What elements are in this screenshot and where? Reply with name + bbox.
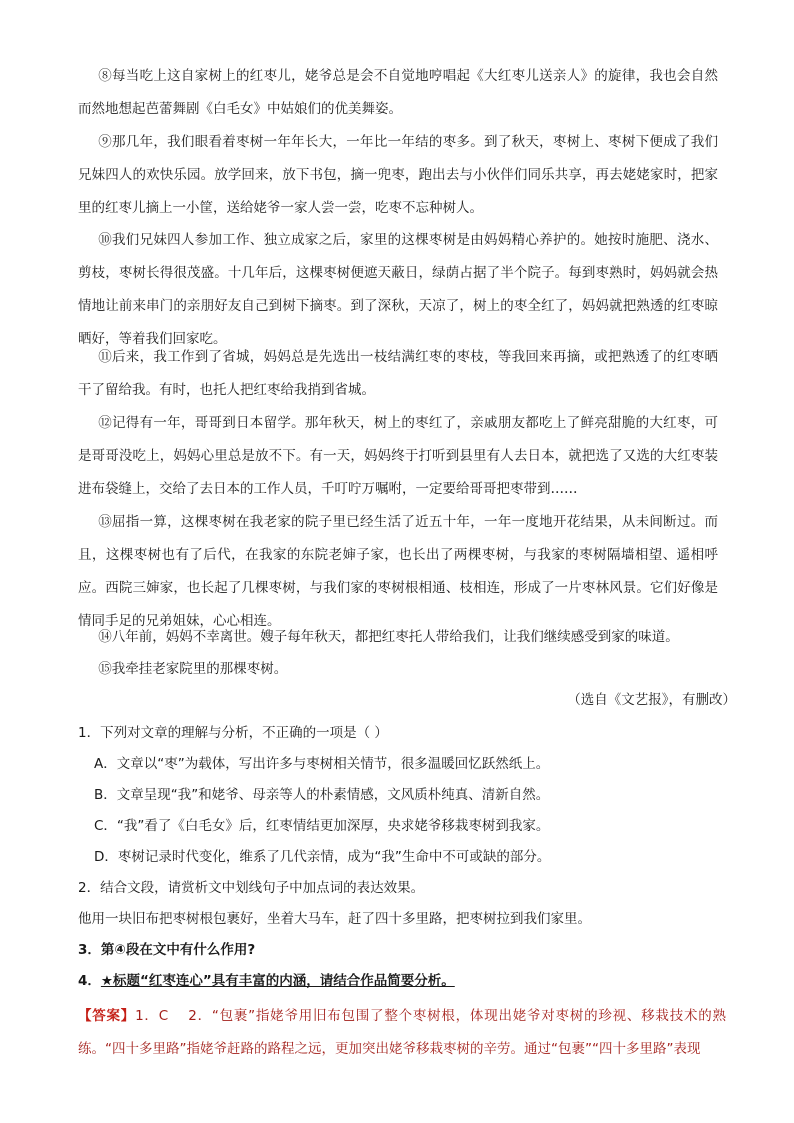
- option-c: C．“我”看了《白毛女》后，红枣情结更加深厚，央求姥爷移栽枣树到我家。: [94, 818, 550, 834]
- question-2: 2．结合文段，请赏析文中划线句子中加点词的表达效果。: [78, 880, 425, 896]
- question-2-quote: 他用一块旧布把枣树根包裹好，坐着大马车，赶了四十多里路，把枣树拉到我们家里。: [78, 911, 591, 927]
- option-b: B．文章呈现“我”和姥爷、母亲等人的朴素情感，文风质朴纯真、清新自然。: [94, 787, 550, 803]
- source-citation: （选自《文艺报》，有删改）: [567, 692, 736, 708]
- question-1: 1．下列对文章的理解与分析，不正确的一项是（ ）: [78, 725, 388, 741]
- answer-block: [78, 1000, 726, 1066]
- question-4: [78, 966, 728, 997]
- paragraph-12: ⑫记得有一年，哥哥到日本留学。那年秋天，树上的枣红了，亲戚朋友都吃上了鲜亮甜脆的大红枣，可是哥哥没吃上，妈妈心里总是放不下。有一天，妈妈终于打听到县里有人去日本，就把选了又选的大红枣装进布袋缝上，交给了去日本的工作人员，千叮咛万嘱咐，一定要给哥哥把枣带到……: [78, 415, 718, 497]
- question-4-number: 4．: [78, 973, 101, 989]
- paragraph-8: ⑧每当吃上这自家树上的红枣儿，姥爷总是会不自觉地哼唱起《大红枣儿送亲人》的旋律，我也会自然而然地想起芭蕾舞剧《白毛女》中姑娘们的优美舞姿。: [78, 68, 718, 117]
- question-3: 3．第④段在文中有什么作用?: [78, 942, 256, 958]
- paragraph-9: ⑨那几年，我们眼看着枣树一年年长大，一年比一年结的枣多。到了秋天，枣树上、枣树下便成了我们兄妹四人的欢快乐园。放学回来，放下书包，摘一兜枣，跑出去与小伙伴们同乐共享，再去姥姥家时，把家里的红枣儿摘上一小筐，送给姥爷一家人尝一尝，吃枣不忘种树人。: [78, 134, 718, 216]
- answer-text: 1．C 2．“包裹”指姥爷用旧布包围了整个枣树根，体现出姥爷对枣树的珍视、移栽技术的熟练。“四十多里路”指姥爷赶路的路程之远，更加突出姥爷移栽枣树的辛劳。通过“包裹”“四十多里路”表现: [78, 1008, 726, 1057]
- option-a: A．文章以“枣”为载体，写出许多与枣树相关情节，很多温暖回忆跃然纸上。: [94, 756, 550, 772]
- paragraph-13: ⑬屈指一算，这棵枣树在我老家的院子里已经生活了近五十年，一年一度地开花结果，从未间断过。而且，这棵枣树也有了后代，在我家的东院老婶子家，也长出了两棵枣树，与我家的枣树隔墙相望、遥相呼应。西院三婶家，也长起了几棵枣树，与我们家的枣树根相通、枝相连，形成了一片枣林风景。它们好像是情同手足的兄弟姐妹，心心相连。: [78, 514, 718, 629]
- question-4-text: ★标题“红枣连心”具有丰富的内涵，请结合作品简要分析。: [100, 973, 455, 989]
- option-d: D．枣树记录时代变化，维系了几代亲情，成为“我”生命中不可或缺的部分。: [94, 849, 551, 865]
- paragraph-15: ⑮我牵挂老家院里的那棵枣树。: [98, 661, 288, 677]
- paragraph-11: ⑪后来，我工作到了省城，妈妈总是先选出一枝结满红枣的枣枝，等我回来再摘，或把熟透了的红枣晒干了留给我。有时，也托人把红枣给我捎到省城。: [78, 349, 718, 398]
- paragraph-14: ⑭八年前，妈妈不幸离世。嫂子每年秋天，都把红枣托人带给我们，让我们继续感受到家的味道。: [98, 629, 679, 645]
- paragraph-10: ⑩我们兄妹四人参加工作、独立成家之后，家里的这棵枣树是由妈妈精心养护的。她按时施肥、浇水、剪枝，枣树长得很茂盛。十几年后，这棵枣树便遮天蔽日，绿荫占据了半个院子。每到枣熟时，妈妈就会热情地让前来串门的亲朋好友自己到树下摘枣。到了深秋，天凉了，树上的枣全红了，妈妈就把熟透的红枣晾晒好，等着我们回家吃。: [78, 232, 718, 347]
- answer-tag: 【答案】: [78, 1008, 136, 1024]
